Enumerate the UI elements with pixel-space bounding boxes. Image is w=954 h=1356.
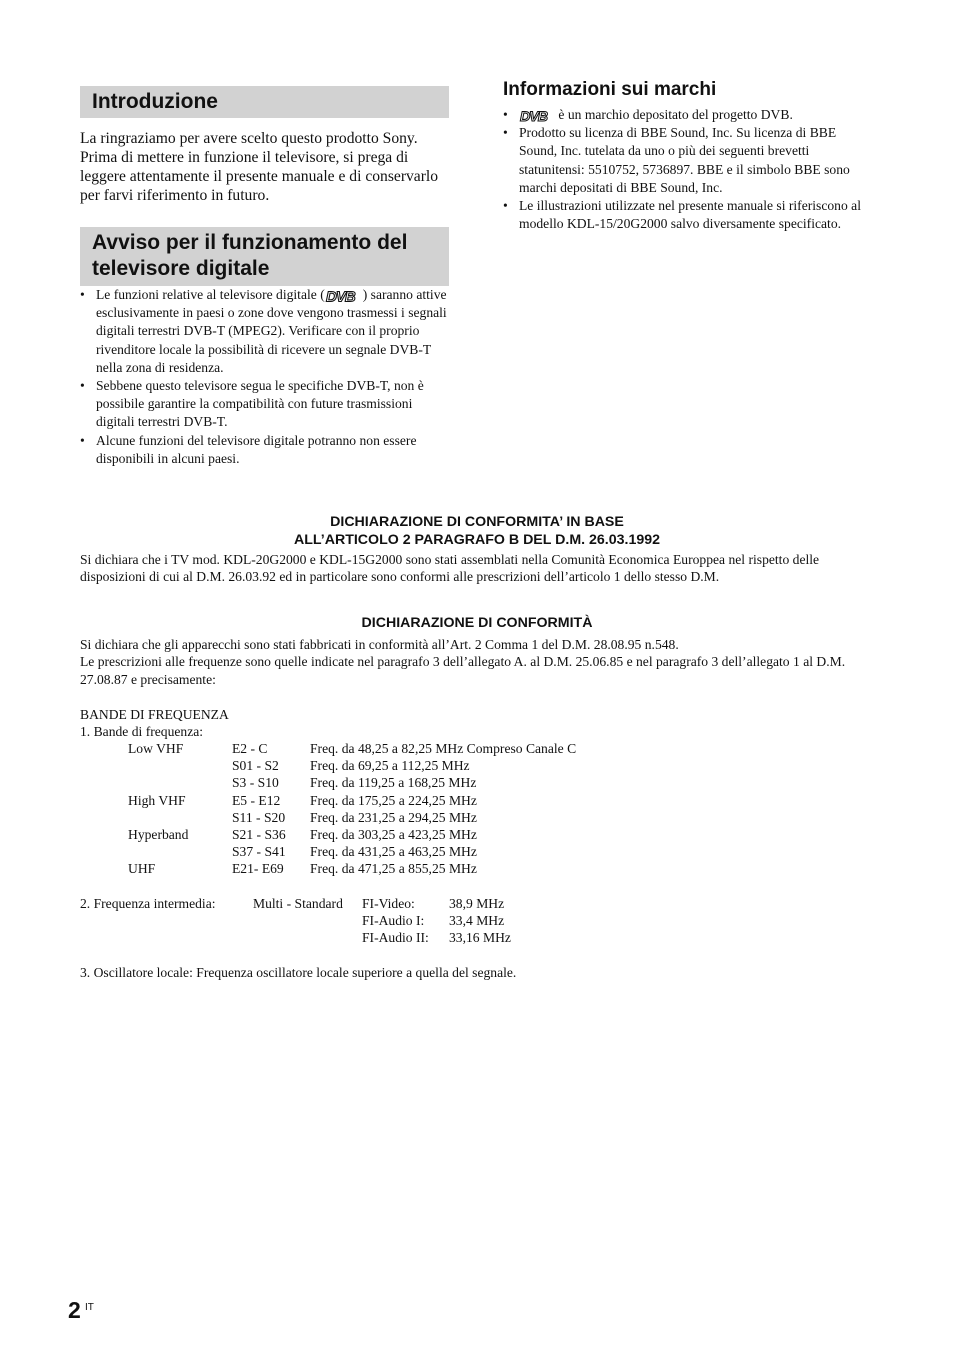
- avviso-heading-line2: televisore digitale: [92, 257, 270, 280]
- band-channels: S01 - S2: [232, 758, 279, 773]
- avviso-bullet-list: [80, 286, 449, 468]
- band-channels: E21- E69: [232, 861, 284, 876]
- avviso-heading-line1: Avviso per il funzionamento del: [92, 231, 408, 254]
- local-oscillator-text: 3. Oscillatore locale: Frequenza oscillatore locale superiore a quella del segnale.: [80, 965, 517, 980]
- if-name: FI-Audio I:: [362, 913, 425, 928]
- dvb-logo-icon: [325, 288, 363, 304]
- marchi-bullet-list: [503, 106, 875, 197]
- list-item: • Le illustrazioni utilizzate nel presente manuale si riferiscono al modello KDL-15/20G2000 salvo diversamente specificato.: [503, 197, 875, 233]
- bands-subtitle: 1. Bande di frequenza:: [80, 724, 204, 739]
- bands-title: BANDE DI FREQUENZA: [80, 707, 229, 722]
- list-item: • Alcune funzioni del televisore digitale potranno non essere disponibili in alcuni paesi.: [80, 432, 449, 468]
- intermediate-standard: Multi - Standard: [253, 896, 343, 911]
- intro-heading-text: Introduzione: [92, 90, 218, 113]
- frequency-bands: [80, 706, 780, 986]
- band-frequency: Freq. da 231,25 a 294,25 MHz: [310, 810, 477, 825]
- if-value: 33,16 MHz: [449, 930, 511, 945]
- band-name: Hyperband: [128, 827, 189, 842]
- declaration-1-title-line2: ALL’ARTICOLO 2 PARAGRAFO B DEL D.M. 26.03.1992: [293, 532, 661, 548]
- band-frequency: Freq. da 48,25 a 82,25 MHz Compreso Canale C: [310, 741, 577, 756]
- band-channels: E5 - E12: [232, 793, 281, 808]
- band-name: Low VHF: [128, 741, 184, 756]
- left-column: [80, 86, 449, 468]
- if-value: 33,4 MHz: [449, 913, 505, 928]
- intro-paragraph: La ringraziamo per avere scelto questo prodotto Sony. Prima di mettere in funzione il televisore, si prega di leggere attentamente il presente manuale e di conservarlo per farvi riferimento in futuro.: [80, 130, 439, 204]
- bullet-text: è un marchio depositato del progetto DVB.: [555, 107, 793, 122]
- declaration-1-text: Si dichiara che i TV mod. KDL-20G2000 e KDL-15G2000 sono stati assemblati nella Comunità Economica Europpea nel rispetto delle disposizioni di cui al D.M. 26.03.92 ed in particolare sono conformi alle prescrizioni dell’articolo 1 dello stesso D.M.: [80, 552, 820, 585]
- band-frequency: Freq. da 471,25 a 855,25 MHz: [310, 861, 477, 876]
- dvb-logo-graphic: [519, 108, 555, 124]
- band-channels: S11 - S20: [232, 810, 286, 825]
- if-value: 38,9 MHz: [449, 896, 505, 911]
- band-frequency: Freq. da 431,25 a 463,25 MHz: [310, 844, 477, 859]
- band-channels: S3 - S10: [232, 775, 279, 790]
- declaration-1-title-line1: DICHIARAZIONE DI CONFORMITA’ IN BASE: [330, 514, 624, 530]
- declaration-2-text2: Le prescrizioni alle frequenze sono quelle indicate nel paragrafo 3 dell’allegato A. al D.M. 25.06.85 e nel paragrafo 3 dell’allegato 1 al D.M. 27.08.87 e precisamente:: [80, 654, 846, 687]
- band-frequency: Freq. da 303,25 a 423,25 MHz: [310, 827, 477, 842]
- dvb-logo-text: • DVB: [519, 109, 548, 124]
- band-name: UHF: [128, 861, 156, 876]
- intermediate-label: 2. Frequenza intermedia:: [80, 896, 216, 911]
- illustrazioni-bullet-list: [503, 197, 875, 233]
- band-frequency: Freq. da 119,25 a 168,25 MHz: [310, 775, 477, 790]
- list-item: • Prodotto su licenza di BBE Sound, Inc. Su licenza di BBE Sound, Inc. tutelata da uno o più dei seguenti brevetti statunitensi: 5510752, 5736897. BBE e il simbolo BBE sono marchi depositati di BBE Sound, Inc.: [503, 124, 875, 197]
- declaration-2: [80, 614, 874, 688]
- declaration-2-text1: Si dichiara che gli apparecchi sono stati fabbricati in conformità all’Art. 2 Comma 1 del D.M. 28.08.95 n.548.: [80, 637, 679, 652]
- band-frequency: Freq. da 69,25 a 112,25 MHz: [310, 758, 470, 773]
- bullet-text: Le funzioni relative al televisore digitale (: [96, 287, 325, 302]
- dvb-logo-text: DVB: [325, 288, 355, 304]
- band-channels: S21 - S36: [232, 827, 286, 842]
- if-name: FI-Audio II:: [362, 930, 429, 945]
- if-name: FI-Video:: [362, 896, 415, 911]
- bullet-text: ) saranno attive esclusivamente in paesi o zone dove vengono trasmessi i segnali digitali terrestri DVB-T (MPEG2). Verificare con il proprio rivenditore locale la possibilità di ricevere un segnale DVB-T nella zona di residenza.: [96, 287, 447, 375]
- list-item: [80, 286, 449, 377]
- dvb-logo-graphic: [325, 288, 363, 304]
- list-item: [503, 106, 875, 124]
- avviso-heading: [80, 227, 449, 286]
- intro-heading: [80, 86, 449, 118]
- band-name: High VHF: [128, 793, 186, 808]
- list-item: • Sebbene questo televisore segua le specifiche DVB-T, non è possibile garantire la compatibilità con future trasmissioni digitali terrestri DVB-T.: [80, 377, 449, 432]
- marchi-heading: Informazioni sui marchi: [503, 79, 717, 100]
- page-language: IT: [85, 1302, 94, 1313]
- right-column: [503, 78, 875, 233]
- band-channels: S37 - S41: [232, 844, 286, 859]
- dvb-logo-icon: [519, 108, 555, 124]
- band-frequency: Freq. da 175,25 a 224,25 MHz: [310, 793, 477, 808]
- declaration-2-title: DICHIARAZIONE DI CONFORMITÀ: [361, 615, 593, 631]
- declaration-1: [80, 513, 874, 586]
- band-channels: E2 - C: [232, 741, 268, 756]
- page-number: 2: [68, 1297, 81, 1323]
